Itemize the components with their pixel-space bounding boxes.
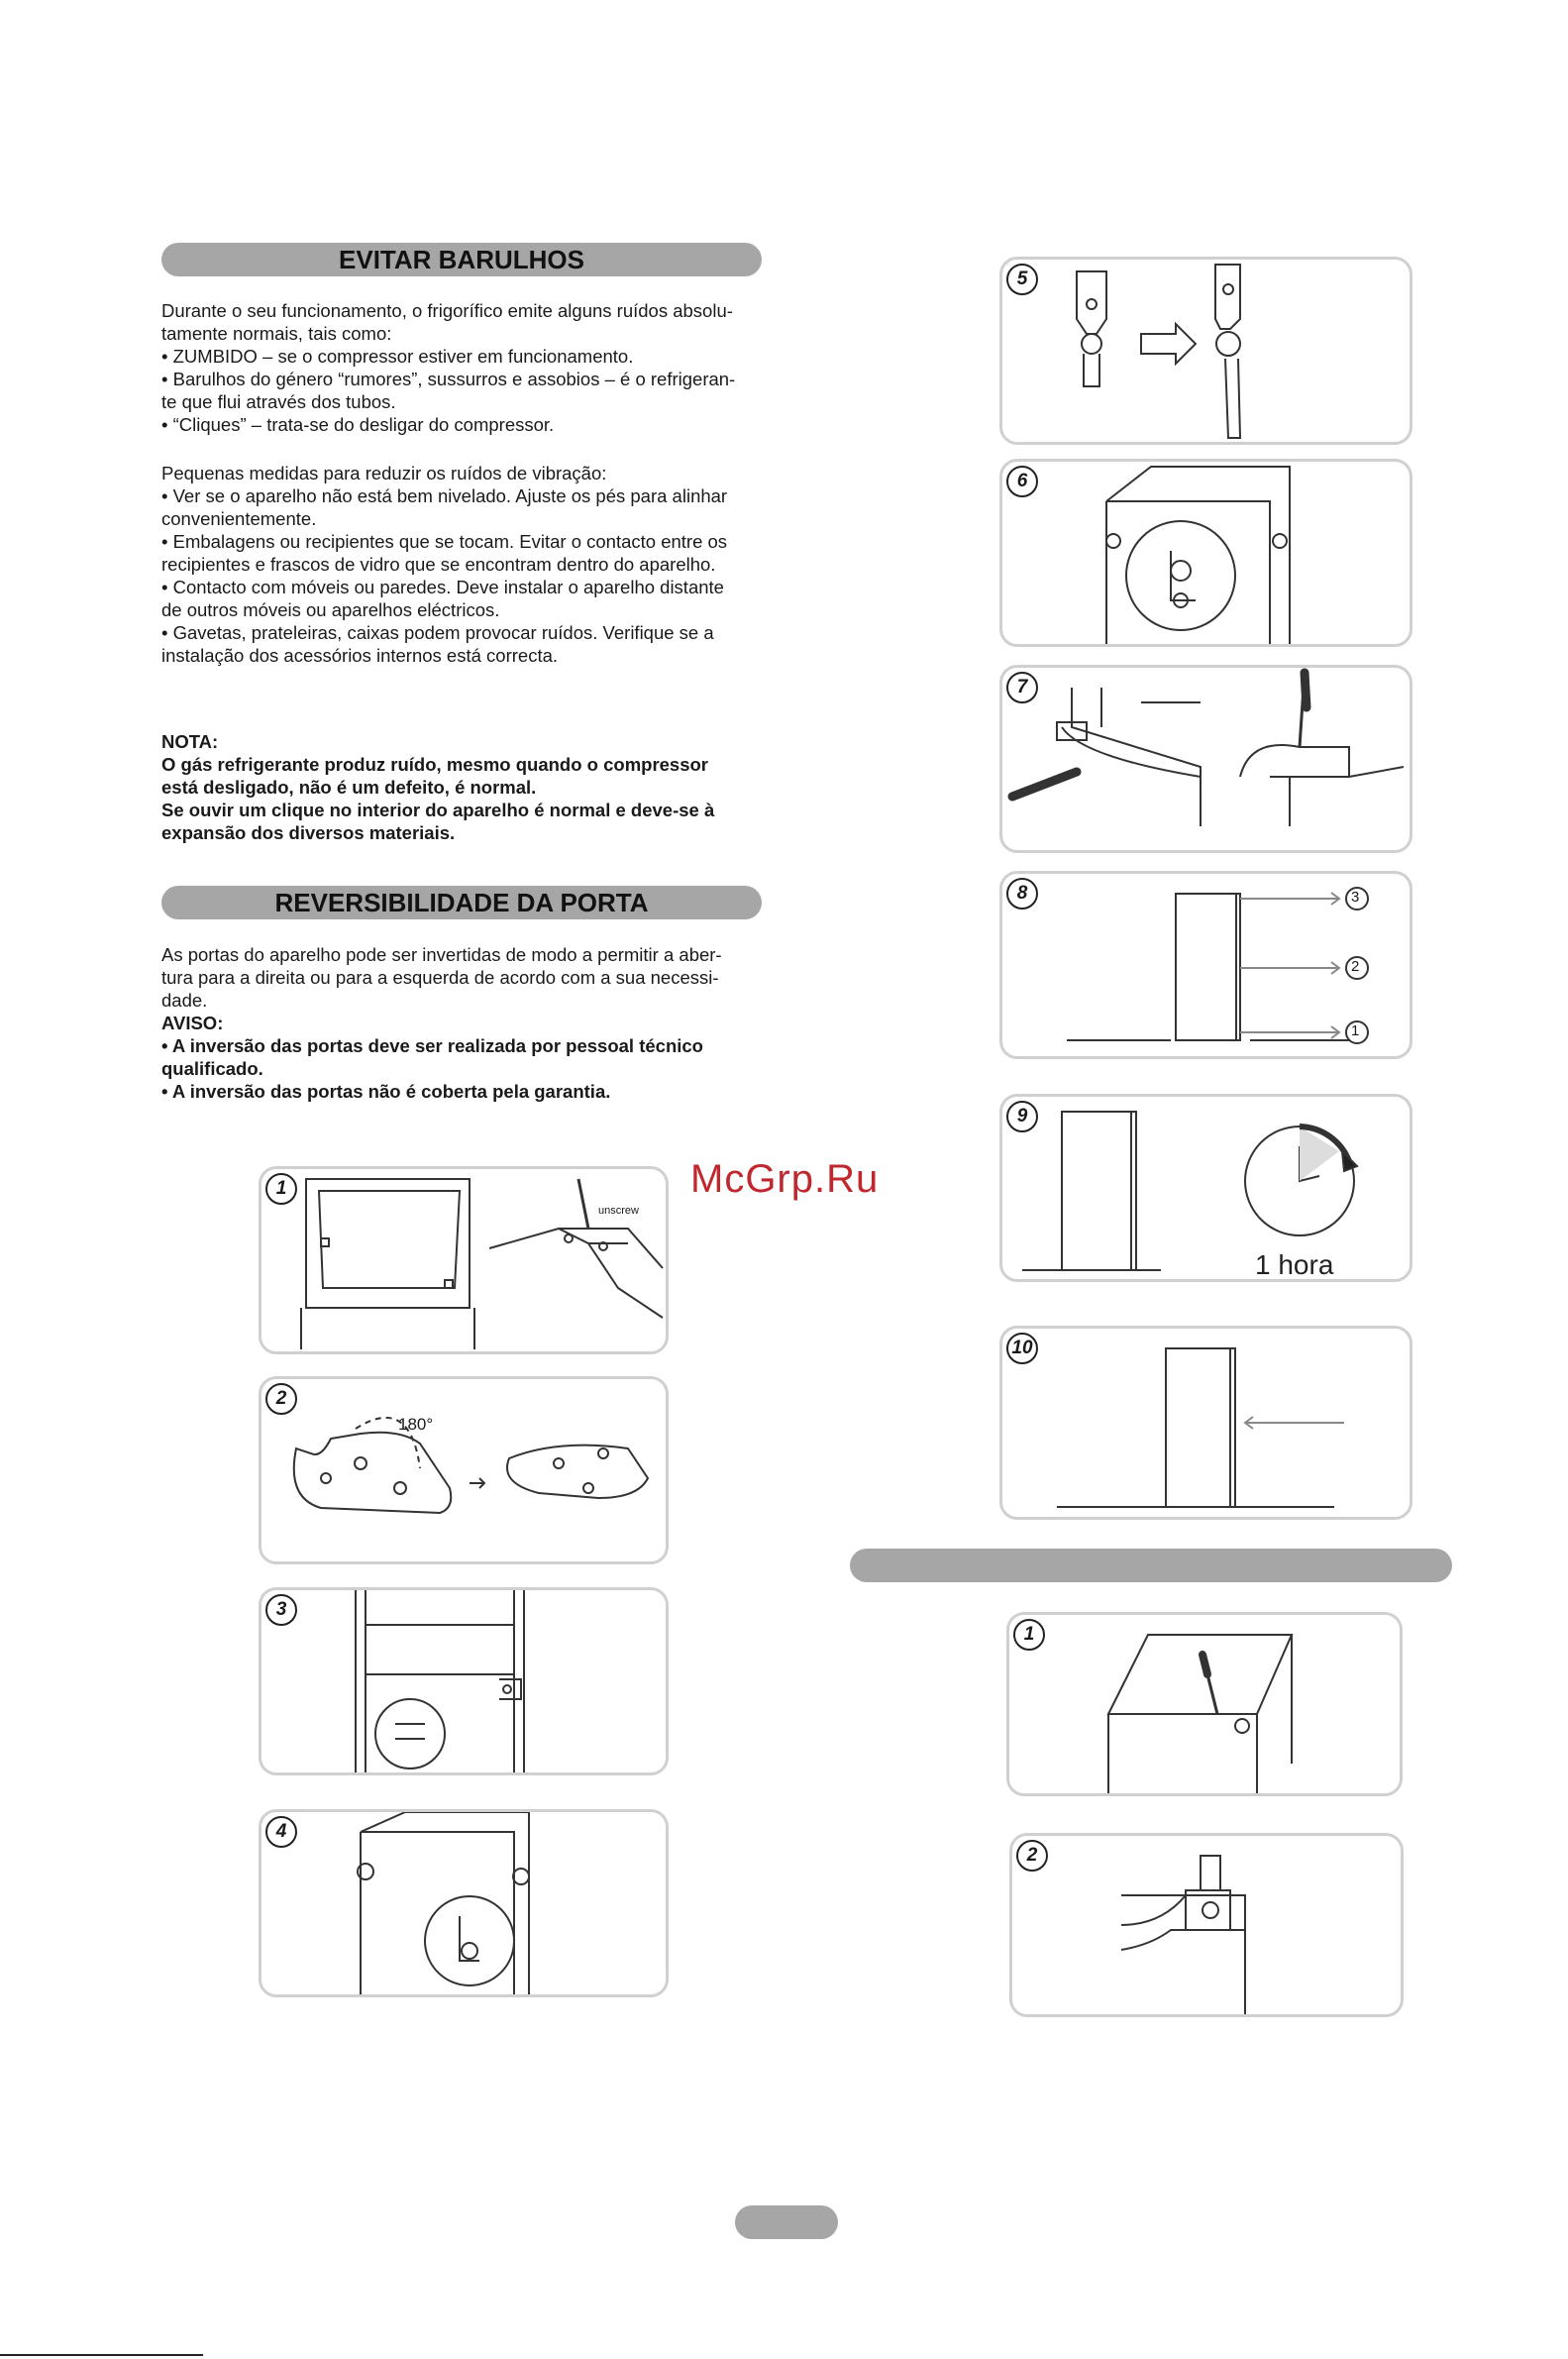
clock-caption: 1 hora bbox=[1255, 1249, 1334, 1280]
step-number: 6 bbox=[1006, 466, 1038, 497]
text-line: • Contacto com móveis ou paredes. Deve instalar o aparelho distante bbox=[161, 577, 724, 597]
step-number: 9 bbox=[1006, 1101, 1038, 1132]
arrow-label-2: 2 bbox=[1351, 958, 1360, 975]
text-line: te que flui através dos tubos. bbox=[161, 391, 396, 412]
text-line: tura para a direita ou para a esquerda de acordo com a sua necessi- bbox=[161, 967, 719, 988]
text-line: convenientemente. bbox=[161, 508, 317, 529]
unscrew-label: unscrew bbox=[598, 1205, 639, 1217]
text-line: recipientes e frascos de vidro que se encontram dentro do aparelho. bbox=[161, 554, 716, 575]
text-line: • ZUMBIDO – se o compressor estiver em funcionamento. bbox=[161, 346, 634, 367]
step-panel-1 bbox=[259, 1166, 669, 1354]
illustration-close-door bbox=[1002, 1329, 1410, 1517]
illustration-hinge-rotate bbox=[261, 1379, 666, 1561]
reverse-panel-1 bbox=[1006, 1612, 1403, 1796]
illustration-reattach-doors bbox=[1002, 874, 1410, 1056]
step-number: 1 bbox=[265, 1173, 297, 1205]
illustration-remove-door bbox=[1002, 462, 1410, 644]
text-line: • A inversão das portas deve ser realizada por pessoal técnico bbox=[161, 1035, 703, 1056]
illustration-lower-hinge bbox=[1012, 1836, 1401, 2014]
step-number: 8 bbox=[1006, 878, 1038, 910]
section-title-door: REVERSIBILIDADE DA PORTA bbox=[161, 886, 762, 919]
door-warning bbox=[161, 1012, 766, 1103]
illustration-top-hinge-detail bbox=[261, 1812, 666, 1994]
text-line: • Barulhos do género “rumores”, sussurros e assobios – é o refrigeran- bbox=[161, 369, 736, 389]
step-number: 3 bbox=[265, 1594, 297, 1626]
text-line: As portas do aparelho pode ser invertidas de modo a permitir a aber- bbox=[161, 944, 722, 965]
text-line: Durante o seu funcionamento, o frigorífico emite alguns ruídos absolu- bbox=[161, 300, 733, 321]
step-number: 7 bbox=[1006, 672, 1038, 703]
illustration-fridge-top-unscrew bbox=[261, 1169, 666, 1351]
noise-note bbox=[161, 730, 766, 844]
text-line: • Ver se o aparelho não está bem nivelado. Ajuste os pés para alinhar bbox=[161, 485, 728, 506]
step-panel-9 bbox=[999, 1094, 1412, 1282]
text-line: qualificado. bbox=[161, 1058, 263, 1079]
reverse-panel-2 bbox=[1009, 1833, 1404, 2017]
text-line: Pequenas medidas para reduzir os ruídos de vibração: bbox=[161, 463, 607, 483]
text-line: • A inversão das portas não é coberta pela garantia. bbox=[161, 1081, 611, 1102]
step-number: 4 bbox=[265, 1816, 297, 1848]
step-panel-7 bbox=[999, 665, 1412, 853]
step-panel-2 bbox=[259, 1376, 669, 1564]
text-line: está desligado, não é um defeito, é normal. bbox=[161, 777, 537, 798]
step-panel-4 bbox=[259, 1809, 669, 1997]
page-number-tab bbox=[735, 2205, 838, 2239]
text-line: • Gavetas, prateleiras, caixas podem provocar ruídos. Verifique se a bbox=[161, 622, 714, 643]
illustration-top-cover bbox=[1009, 1615, 1400, 1793]
text-line: tamente normais, tais como: bbox=[161, 323, 392, 344]
arrow-label-1: 1 bbox=[1351, 1022, 1360, 1039]
text-line: expansão dos diversos materiais. bbox=[161, 822, 456, 843]
step-number: 10 bbox=[1006, 1333, 1038, 1364]
step-number: 1 bbox=[1013, 1619, 1045, 1651]
step-panel-3 bbox=[259, 1587, 669, 1775]
step-panel-10 bbox=[999, 1326, 1412, 1520]
footer-line bbox=[0, 2354, 203, 2356]
text-line: dade. bbox=[161, 990, 208, 1011]
step-number: 2 bbox=[1016, 1840, 1048, 1872]
text-line: • “Cliques” – trata-se do desligar do compressor. bbox=[161, 414, 555, 435]
text-line: instalação dos acessórios internos está correcta. bbox=[161, 645, 559, 666]
door-intro bbox=[161, 943, 766, 1012]
illustration-screwdriver-hinge bbox=[1002, 668, 1410, 850]
noise-intro bbox=[161, 299, 766, 436]
step-panel-5 bbox=[999, 257, 1412, 445]
text-line: NOTA: bbox=[161, 731, 219, 752]
noise-measures bbox=[161, 462, 766, 667]
unlabeled-section-bar bbox=[850, 1549, 1452, 1582]
step-number: 2 bbox=[265, 1383, 297, 1415]
arrow-label-3: 3 bbox=[1351, 889, 1360, 906]
watermark: McGrp.Ru bbox=[690, 1157, 880, 1201]
text-line: O gás refrigerante produz ruído, mesmo quando o compressor bbox=[161, 754, 709, 775]
step-number: 5 bbox=[1006, 264, 1038, 295]
illustration-wait-clock bbox=[1002, 1097, 1410, 1279]
illustration-cabinet-hinge bbox=[261, 1590, 666, 1772]
text-line: de outros móveis ou aparelhos eléctricos. bbox=[161, 599, 500, 620]
text-line: Se ouvir um clique no interior do aparelho é normal e deve-se à bbox=[161, 800, 715, 820]
step-panel-6 bbox=[999, 459, 1412, 647]
section-title-noise: EVITAR BARULHOS bbox=[161, 243, 762, 276]
illustration-hinge-swap bbox=[1002, 260, 1410, 442]
text-line: AVISO: bbox=[161, 1013, 224, 1033]
text-line: • Embalagens ou recipientes que se tocam. Evitar o contacto entre os bbox=[161, 531, 728, 552]
angle-label: 180° bbox=[398, 1415, 434, 1434]
step-panel-8 bbox=[999, 871, 1412, 1059]
